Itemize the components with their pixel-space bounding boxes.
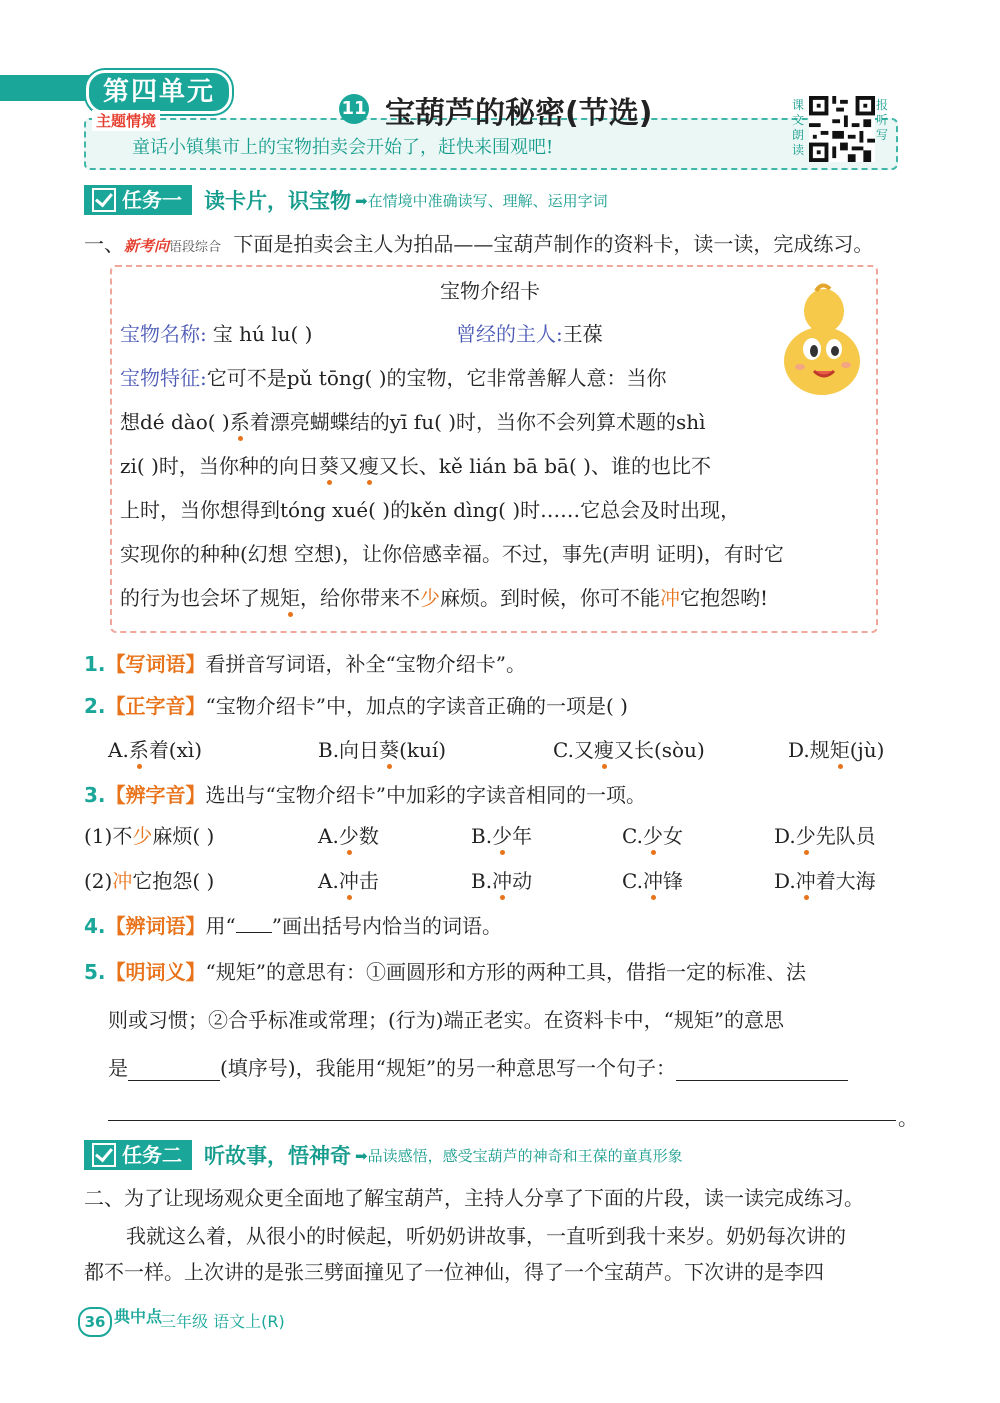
card-feature-line6: 的行为也会坏了规矩，给你带来不少麻烦。到时候，你可不能冲它抱怨哟!: [120, 586, 769, 610]
q2-option-b[interactable]: B.向日葵(kuí): [318, 738, 447, 762]
question-two: 二、为了让现场观众更全面地了解宝葫芦，主持人分享了下面的片段，读一读完成练习。: [84, 1186, 864, 1210]
gourd-icon: [776, 283, 868, 397]
new-tag: 新考向: [124, 237, 170, 255]
passage-line1: 我就这么着，从很小的时候起，听奶奶讲故事，一直听到我十来岁。奶奶每次讲的: [126, 1224, 846, 1248]
q3-row2-option-b[interactable]: B.冲动: [471, 869, 533, 893]
q3-row2-option-c[interactable]: C.冲锋: [622, 869, 683, 893]
lesson-title: 宝葫芦的秘密(节选): [385, 96, 653, 131]
subquestion-5-line1: 5.【明词义】“规矩”的意思有：①画圆形和方形的两种工具，借指一定的标准、法: [84, 960, 806, 984]
footer-text: 三年级 语文上(R): [160, 1312, 285, 1331]
answer-blank-number[interactable]: [128, 1058, 220, 1081]
q3-row1-option-c[interactable]: C.少女: [622, 824, 683, 848]
checkbox-icon: [92, 1143, 116, 1167]
answer-blank-sentence-start[interactable]: [676, 1058, 848, 1081]
new-tag-sub: 语段综合: [169, 240, 222, 255]
q3-row2-option-a[interactable]: A.冲击: [318, 869, 379, 893]
qr-code-icon[interactable]: [808, 96, 876, 162]
footer-logo: 典中点: [114, 1307, 163, 1326]
card-feature-line2: 想dé dào( )系着漂亮蝴蝶结的yī fu( )时，当你不会列算术题的shì: [120, 410, 706, 434]
subquestion-5-line3: 是 (填序号)，我能用“规矩”的另一种意思写一个句子：: [108, 1052, 848, 1081]
theme-text: 童话小镇集市上的宝物拍卖会开始了，赶快来围观吧!: [132, 137, 554, 158]
card-feature-line4: 上时，当你想得到tóng xué( )的kěn dìng( )时……它总会及时出现，: [120, 498, 741, 522]
task2-title: 听故事，悟神奇: [204, 1144, 351, 1168]
qr-label-left: 课文朗读: [792, 98, 805, 157]
card-feature-line5: 实现你的种种(幻想 空想)，让你倍感幸福。不过，事先(声明 证明)，有时它: [120, 542, 784, 566]
q2-option-c[interactable]: C.又瘦又长(sòu): [553, 738, 705, 762]
q3-row1-option-b[interactable]: B.少年: [471, 824, 533, 848]
task2-header: [84, 1140, 683, 1170]
theme-label: 主题情境: [92, 110, 160, 131]
q3-row1-option-d[interactable]: D.少先队员: [774, 824, 876, 848]
task1-title: 读卡片，识宝物: [204, 189, 351, 213]
q2-option-a[interactable]: A.系着(xì): [108, 738, 203, 762]
checkbox-icon: [92, 188, 116, 212]
question-one: 一、新考向语段综合 下面是拍卖会主人为拍品——宝葫芦制作的资料卡，读一读，完成练习。: [84, 232, 874, 256]
task2-subtitle: ➡品读感悟，感受宝葫芦的神奇和王葆的童真形象: [355, 1146, 683, 1165]
subquestion-3: 3.【辨字音】选出与“宝物介绍卡”中加彩的字读音相同的一项。: [84, 783, 646, 807]
qr-label-right: 报听写: [876, 98, 889, 142]
subquestion-4: 4.【辨词语】用“ ”画出括号内恰当的词语。: [84, 914, 502, 938]
page-number: 36: [78, 1307, 112, 1337]
task1-tag: 任务一: [84, 185, 192, 215]
card-name-row: 宝物名称: 宝 hú lu( ): [120, 322, 313, 346]
passage-line2: 都不一样。上次讲的是张三劈面撞见了一位神仙，得了一个宝葫芦。下次讲的是李四: [84, 1260, 824, 1284]
card-feature-line1: 宝物特征:它可不是pǔ tōng( )的宝物，它非常善解人意：当你: [120, 366, 667, 390]
card-title: 宝物介绍卡: [440, 279, 540, 303]
task2-tag: 任务二: [84, 1140, 192, 1170]
sentence-end-mark: 。: [898, 1106, 918, 1130]
q2-option-d[interactable]: D.规矩(jù): [788, 738, 885, 762]
q3-row2-label: (2)冲它抱怨( ): [84, 869, 215, 893]
q3-row1-label: (1)不少麻烦( ): [84, 824, 215, 848]
unit-title: 第四单元: [86, 70, 232, 114]
task1-subtitle: ➡在情境中准确读写、理解、运用字词: [355, 191, 608, 210]
subquestion-1: 1.【写词语】看拼音写词语，补全“宝物介绍卡”。: [84, 652, 526, 676]
task1-header: [84, 185, 608, 215]
lesson-number: 11: [339, 94, 369, 124]
underline-sample: [236, 932, 272, 933]
subquestion-5-line2: 则或习惯；②合乎标准或常理；(行为)端正老实。在资料卡中，“规矩”的意思: [108, 1008, 785, 1032]
q3-row1-option-a[interactable]: A.少数: [318, 824, 379, 848]
answer-line-sentence[interactable]: [108, 1120, 896, 1121]
q3-row2-option-d[interactable]: D.冲着大海: [774, 869, 876, 893]
card-feature-line3: zi( )时，当你种的向日葵又瘦又长、kě lián bā bā( )、谁的也比不: [120, 454, 711, 478]
subquestion-2: 2.【正字音】“宝物介绍卡”中，加点的字读音正确的一项是( ): [84, 694, 628, 718]
card-owner-row: 曾经的主人:王葆: [456, 322, 603, 346]
